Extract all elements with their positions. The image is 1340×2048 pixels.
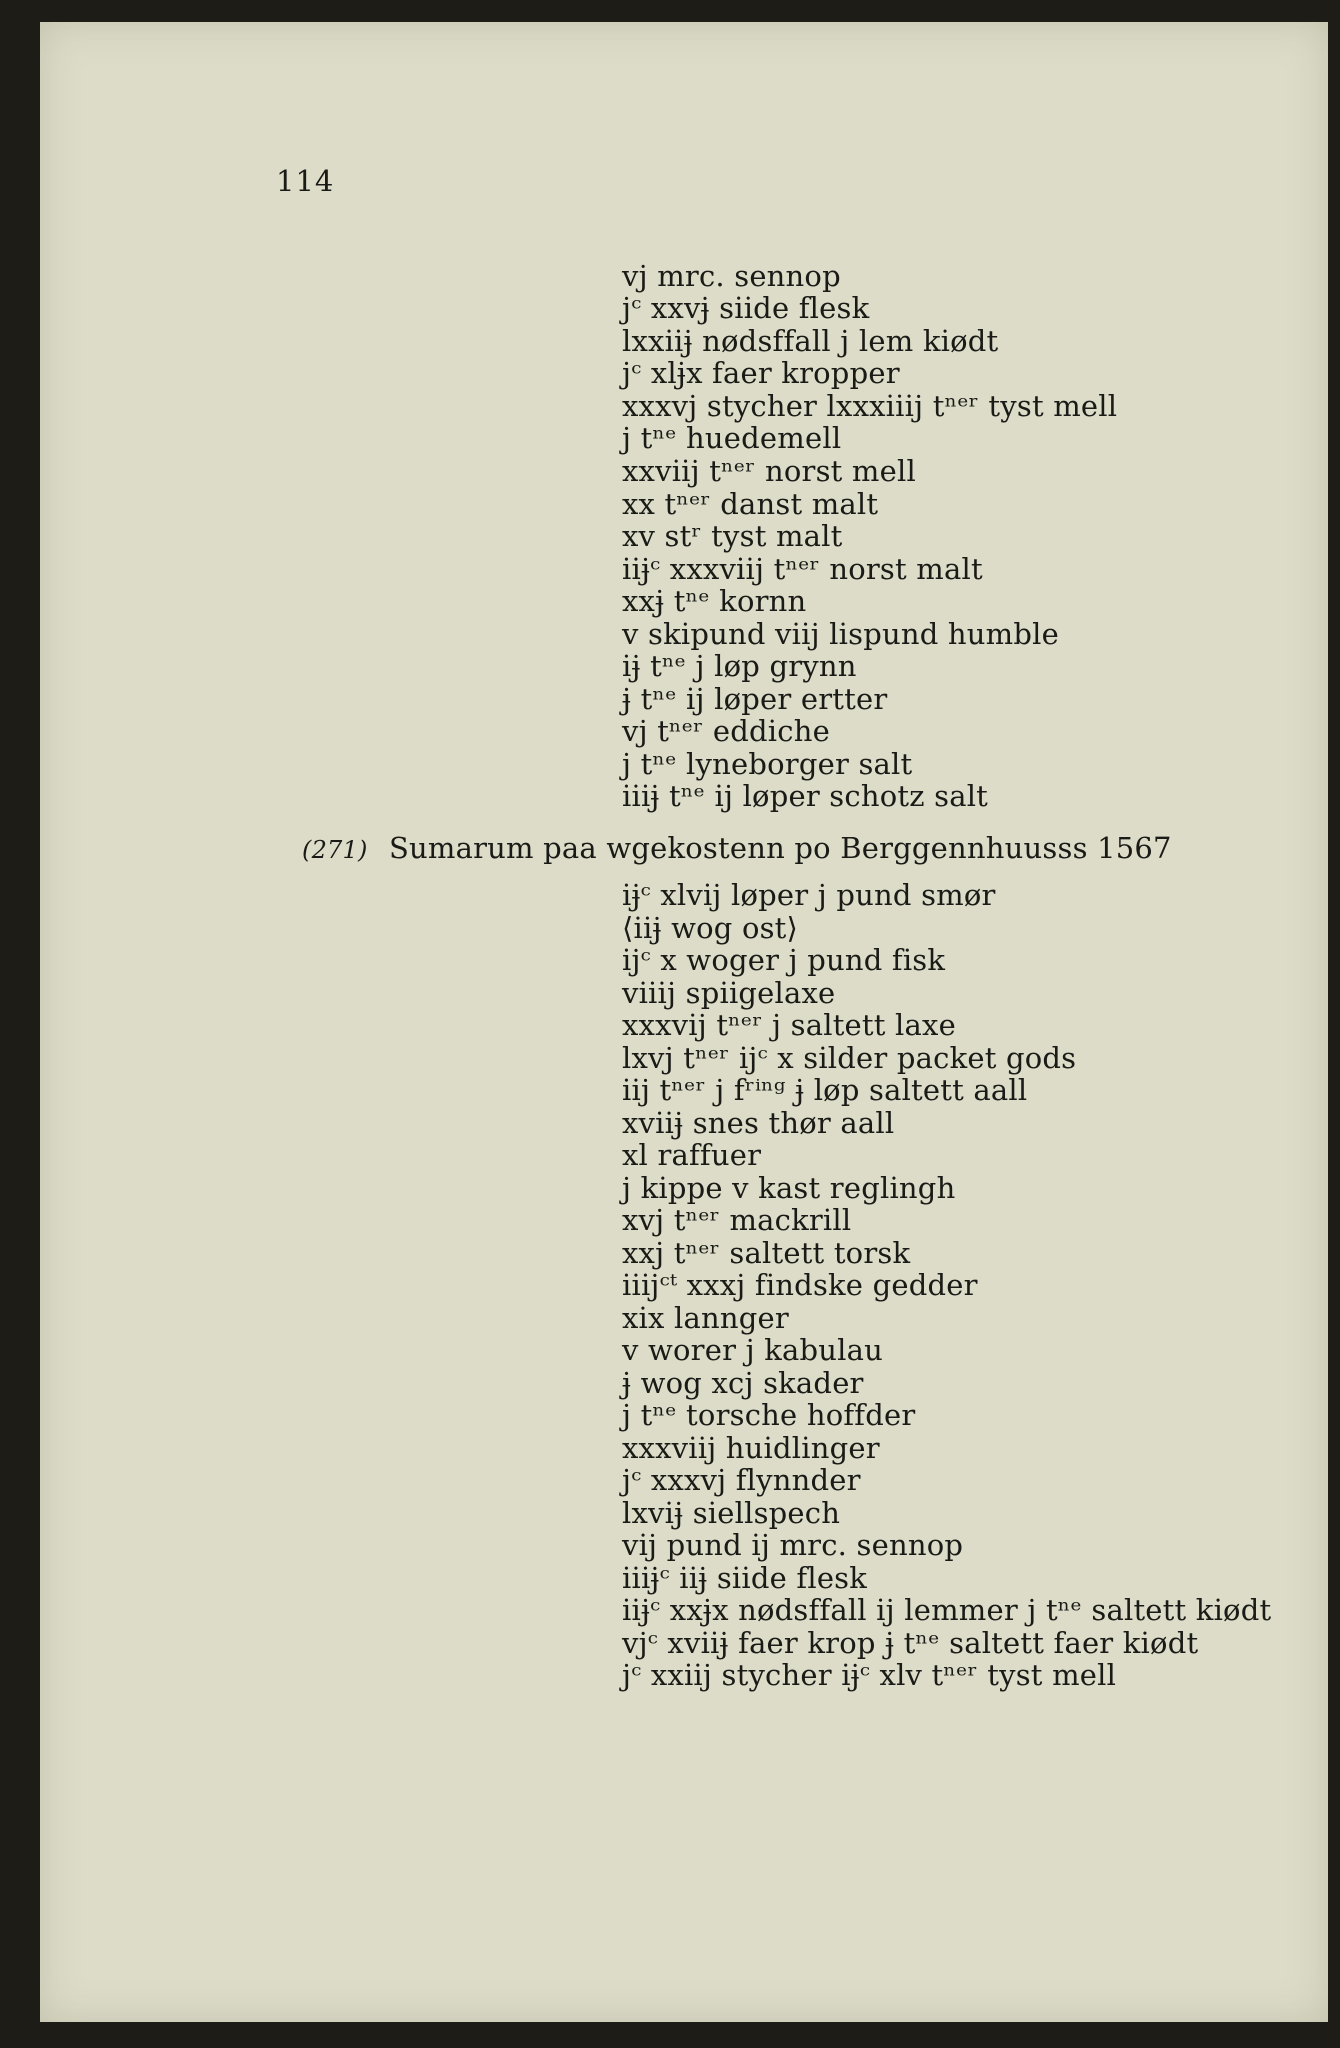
entry-line: jᶜ xxiij stycher ij̵ᶜ xlv tⁿᵉʳ tyst mell [622,1658,1117,1692]
document-page [40,22,1328,2022]
entry-line: iiij̵ tⁿᵉ ij løper schotz salt [622,779,989,813]
entry-line: xv stʳ tyst malt [622,519,843,553]
entry-line: j̵ tⁿᵉ ij løper ertter [622,682,888,716]
entry-line: iij̵ᶜ xxxviij tⁿᵉʳ norst malt [622,552,983,586]
marginal-note: (271) [302,836,368,864]
entry-line: jᶜ xlj̵x faer kropper [622,356,900,390]
entry-line: iiijᶜᵗ xxxj findske gedder [622,1268,978,1302]
entry-line: xviij̵ snes thør aall [622,1106,895,1140]
page-number: 114 [276,164,335,198]
entry-line: lxvj tⁿᵉʳ ijᶜ x silder packet gods [622,1041,1077,1075]
entry-line: v worer j kabulau [622,1333,883,1367]
entry-line: v skipund viij lispund humble [622,617,1059,651]
entry-line: vij pund ij mrc. sennop [622,1528,964,1562]
entry-line: ⟨iij̵ wog ost⟩ [622,911,799,945]
entry-line: xvj tⁿᵉʳ mackrill [622,1203,852,1237]
section-heading [302,832,1172,866]
entry-line: xxj tⁿᵉʳ saltett torsk [622,1236,911,1270]
entry-line: ijᶜ x woger j pund fisk [622,943,946,977]
entry-line: iij tⁿᵉʳ j fʳⁱⁿᵍ j̵ løp saltett aall [622,1073,1028,1107]
entry-line: j tⁿᵉ huedemell [622,421,842,455]
entry-line: xl raffuer [622,1138,762,1172]
entry-line: jᶜ xxxvj flynnder [622,1463,861,1497]
entry-line: xxxviij huidlinger [622,1431,880,1465]
entry-line: j̵ wog xcj skader [622,1366,864,1400]
entry-line: xxj̵ tⁿᵉ kornn [622,584,807,618]
entry-line: xix lannger [622,1301,789,1335]
entry-line: vj tⁿᵉʳ eddiche [622,714,830,748]
entry-line: vj mrc. sennop [622,259,841,293]
entry-line: jᶜ xxvj̵ siide flesk [622,291,870,325]
entry-line: iiij̵ᶜ iij̵ siide flesk [622,1561,868,1595]
entry-line: j tⁿᵉ lyneborger salt [622,747,913,781]
entry-line: j kippe v kast reglingh [622,1171,956,1205]
entry-line: xxxvj stycher lxxxiiij tⁿᵉʳ tyst mell [622,389,1118,423]
entry-line: ij̵ᶜ xlvij løper j pund smør [622,878,996,912]
entry-line: j tⁿᵉ torsche hoffder [622,1398,916,1432]
entry-line: vjᶜ xviij̵ faer krop j̵ tⁿᵉ saltett faer kiødt [622,1626,1199,1660]
entry-line: xxxvij tⁿᵉʳ j saltett laxe [622,1008,956,1042]
entry-line: xxviij tⁿᵉʳ norst mell [622,454,916,488]
entry-line: xx tⁿᵉʳ danst malt [622,487,879,521]
entry-line: viiij spiigelaxe [622,976,836,1010]
entry-line: lxxiij̵ nødsffall j lem kiødt [622,324,999,358]
entry-line: iij̵ᶜ xxj̵x nødsffall ij lemmer j tⁿᵉ saltett kiødt [622,1593,1272,1627]
entry-line: lxvij̵ siellspech [622,1496,841,1530]
entry-line: ij̵ tⁿᵉ j løp grynn [622,649,857,683]
heading-text: Sumarum paa wgekostenn po Berggennhuusss 1567 [388,831,1172,865]
